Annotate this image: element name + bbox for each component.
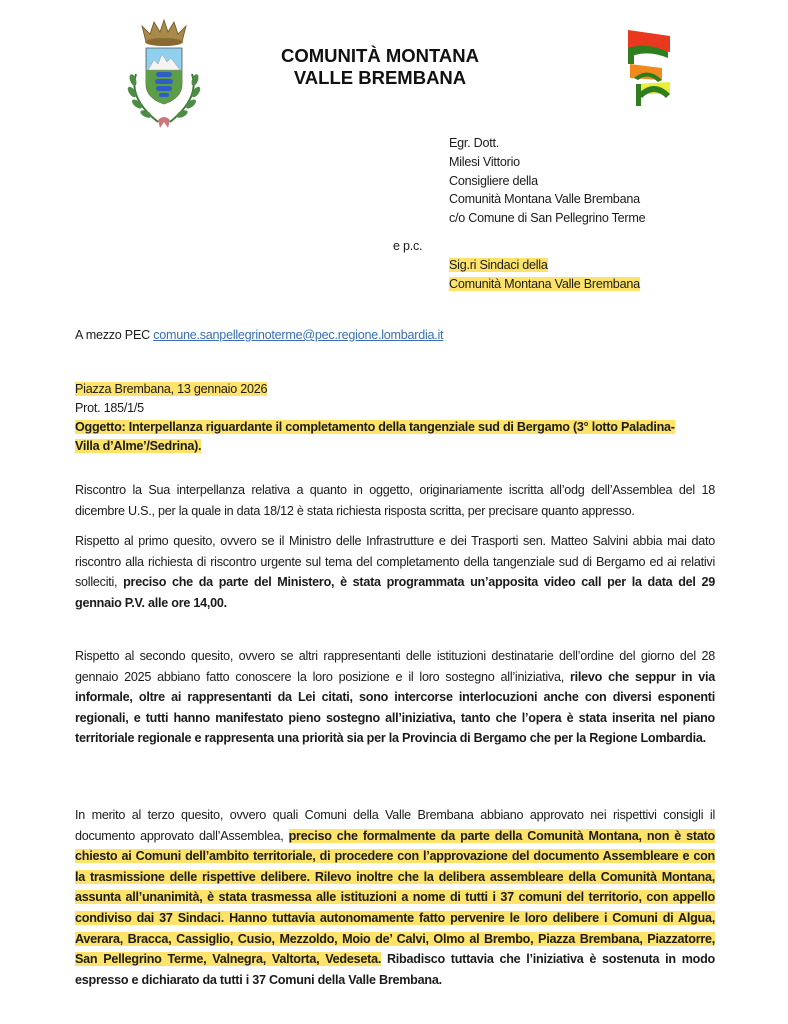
coat-of-arms-icon — [122, 18, 206, 130]
org-title-line1: COMUNITÀ MONTANA — [281, 45, 479, 66]
cc-line: Sig.ri Sindaci della — [449, 258, 548, 272]
recipient-line: Consigliere della — [449, 173, 538, 188]
recipient-address-block — [449, 134, 645, 228]
recipient-line: Comunità Montana Valle Brembana — [449, 192, 640, 207]
recipient-line: Egr. Dott. — [449, 136, 499, 150]
paragraph-bold-text: preciso che da parte del Ministero, è stata programmata un’apposita video call per la data del 29 gennaio P.V. alle ore 14,00. — [75, 575, 715, 610]
cc-line: Comunità Montana Valle Brembana — [449, 276, 640, 291]
valle-brembana-arches-logo-icon — [622, 28, 678, 108]
pec-line — [75, 328, 443, 342]
paragraph-bold-text: Ribadisco tuttavia che l’iniziativa è sostenuta in modo espresso e dichiarato da tutti i 37 Comuni della Valle Brembana. — [75, 952, 715, 987]
org-title-line2: VALLE BREMBANA — [293, 67, 467, 88]
paragraph-text: Rispetto al secondo quesito, ovvero se altri rappresentanti delle istituzioni destinatarie dell’ordine del giorno del 28 gennaio 2025 abbiano fatto conoscere la loro posizione e il loro sostegno all’iniziativa, — [75, 649, 715, 684]
paragraph-second-question — [75, 646, 715, 749]
subject-line1: Oggetto: Interpellanza riguardante il completamento della tangenziale sud di Bergamo (3° lotto Paladina- — [75, 420, 675, 434]
paragraph-intro: Riscontro la Sua interpellanza relativa a quanto in oggetto, originariamente iscritta all’odg dell’Assemblea del 18 dicembre U.S., per la quale in data 18/12 è stata richiesta risposta scritta, per precisare quanto appresso. — [75, 483, 715, 518]
subject-line2: Villa d’Alme’/Sedrina). — [75, 439, 202, 453]
paragraph-highlighted-bold-text: preciso che formalmente da parte della Comunità Montana, non è stato chiesto ai Comuni dell’ambito territoriale, di procedere con l’approvazione del documento Assembleare e con la trasmissione delle rispettive delibere. Rilevo inoltre che la delibera assembleare della Comunità Montana, assunta all’unanimità, è stata trasmessa alle istituzioni a nome di tutti i 37 comuni del territorio, con appello condiviso dai 37 Sindaci. Hanno tuttavia autonomamente fatto pervenire le loro delibere i Comuni di Algua, Averara, Bracca, Cassiglio, Cusio, Mezzoldo, Moio de’ Calvi, Olmo al Brembo, Piazza Brembana, Piazzatorre, San Pellegrino Terme, Valnegra, Valtorta, Vedeseta. — [75, 828, 715, 967]
paragraph-first-question — [75, 531, 715, 613]
pec-email-link[interactable]: comune.sanpellegrinoterme@pec.regione.lombardia.it — [153, 328, 444, 342]
protocol-number: Prot. 185/1/5 — [75, 401, 144, 415]
cc-label: e p.c. — [393, 239, 423, 253]
recipient-line: c/o Comune di San Pellegrino Terme — [449, 211, 646, 226]
place-date: Piazza Brembana, 13 gennaio 2026 — [75, 382, 268, 396]
paragraph-text: In merito al terzo quesito, ovvero quali Comuni della Valle Brembana abbiano approvato nei rispettivi consigli il documento approvato dall’Assemblea, — [75, 808, 715, 843]
cc-address-block — [449, 256, 640, 294]
paragraph-text: Rispetto al primo quesito, ovvero se il Ministro delle Infrastrutture e dei Trasporti sen. Matteo Salvini abbia mai dato riscontro alla richiesta di riscontro urgente sul tema del completamento della tangenziale sud di Bergamo ed ai relativi solleciti, — [75, 534, 715, 590]
paragraph-third-question — [75, 805, 715, 990]
paragraph-bold-text: rilevo che seppur in via informale, oltre ai rappresentanti da Lei citati, sono intercorse interlocuzioni anche con diversi esponenti regionali, e tutti hanno manifestato pieno sostegno all’iniziativa, tanto che l’opera è stata inserita nel piano territoriale regionale e rappresenta una priorità sia per la Provincia di Bergamo che per la Regione Lombardia. — [75, 669, 715, 746]
pec-label: A mezzo PEC — [75, 328, 150, 342]
letter-meta — [75, 380, 725, 456]
recipient-line: Milesi Vittorio — [449, 154, 520, 169]
organization-title — [250, 45, 510, 89]
